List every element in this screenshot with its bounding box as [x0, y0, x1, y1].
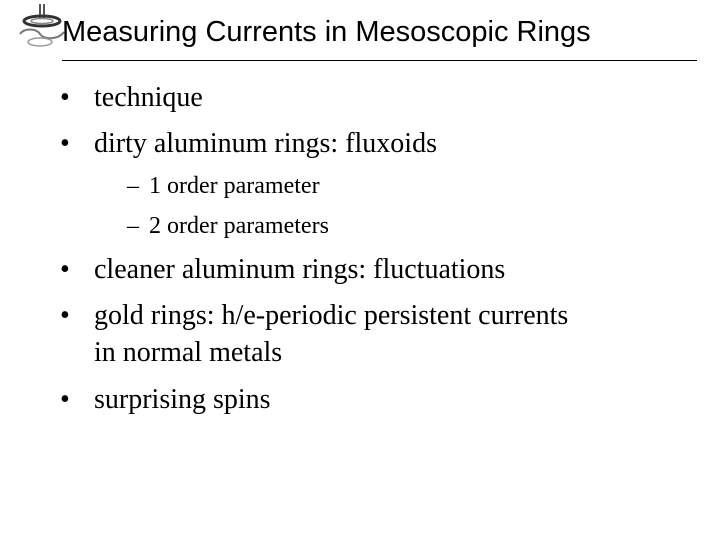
bullet-text: surprising spins: [94, 384, 271, 415]
bullet-text: gold rings: h/e-periodic persistent currents: [94, 300, 569, 331]
bullet-text: cleaner aluminum rings: fluctuations: [94, 254, 506, 285]
title-divider: [62, 60, 697, 61]
bullet-marker: •: [60, 254, 70, 285]
bullet-continuation-text: in normal metals: [94, 337, 283, 368]
bullet-marker: •: [60, 128, 70, 159]
bullet-text: dirty aluminum rings: fluxoids: [94, 128, 437, 159]
sub-bullet-marker: –: [127, 173, 139, 199]
sub-bullet-marker: –: [127, 213, 139, 239]
bullet-marker: •: [60, 82, 70, 113]
bullet-marker: •: [60, 384, 70, 415]
sub-bullet-text: 1 order parameter: [149, 173, 320, 199]
slide-title: Measuring Currents in Mesoscopic Rings: [62, 16, 591, 48]
bullet-marker: •: [60, 300, 70, 331]
sub-bullet-text: 2 order parameters: [149, 213, 329, 239]
bullet-text: technique: [94, 82, 203, 113]
